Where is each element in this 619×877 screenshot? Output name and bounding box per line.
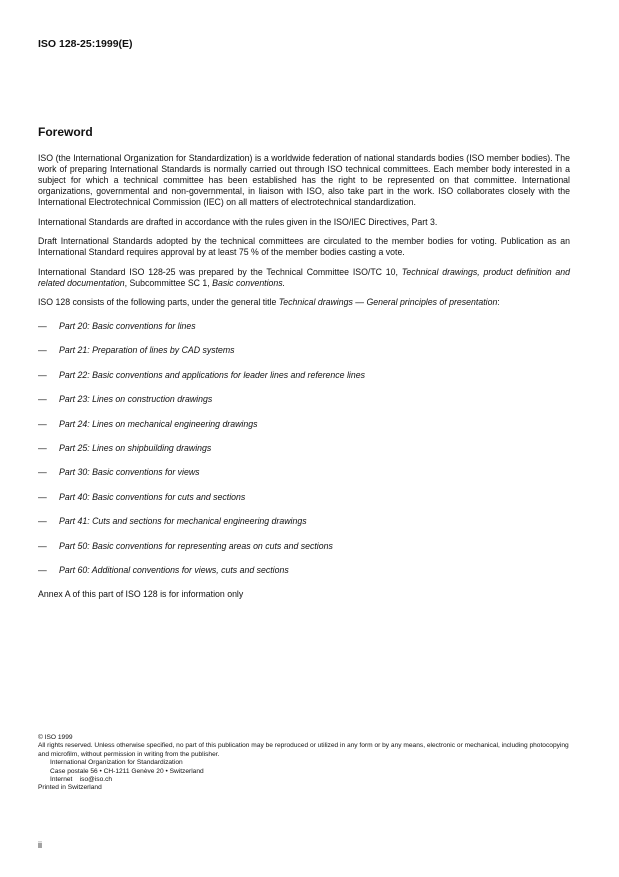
list-item <box>38 492 570 516</box>
text-segment: International Standard ISO 128-25 was prepared by the Technical Committee ISO/TC 10, <box>38 266 402 277</box>
part-title: Part 24: Lines on mechanical engineering drawings <box>59 418 258 429</box>
part-title: Part 41: Cuts and sections for mechanical engineering drawings <box>59 516 307 527</box>
text-segment: , Subcommittee SC 1, <box>124 277 213 288</box>
parts-list <box>38 321 570 589</box>
dash-bullet: — <box>38 345 47 356</box>
dash-bullet: — <box>38 442 47 453</box>
list-item <box>38 443 570 467</box>
dash-bullet: — <box>38 369 47 380</box>
dash-bullet: — <box>38 467 47 478</box>
dash-bullet: — <box>38 564 47 575</box>
list-item <box>38 321 570 345</box>
org-name: International Organization for Standardization <box>50 759 183 767</box>
paragraph-parts-intro <box>38 297 570 308</box>
list-item <box>38 394 570 418</box>
list-item <box>38 467 570 491</box>
part-title: Part 25: Lines on shipbuilding drawings <box>59 442 212 453</box>
paragraph-directives: International Standards are drafted in accordance with the rules given in the ISO/IEC Directives, Part 3. <box>38 216 438 227</box>
text-segment: : <box>497 297 500 307</box>
dash-bullet: — <box>38 394 47 405</box>
paragraph-drafts: Draft International Standards adopted by the technical committees are circulated to the member bodies for voting. Publication as an International Standard requires approval by at least 75 % of the member bodies casting a vote. <box>38 236 570 257</box>
part-title: Part 20: Basic conventions for lines <box>59 321 196 331</box>
annex-note: Annex A of this part of ISO 128 is for information only <box>38 589 244 600</box>
page-title: Foreword <box>38 125 93 139</box>
copyright-footer <box>38 734 578 793</box>
part-title: Part 23: Lines on construction drawings <box>59 394 213 405</box>
list-item <box>38 370 570 394</box>
rights-statement: All rights reserved. Unless otherwise specified, no part of this publication may be reproduced or utilized in any form or by any means, electronic or mechanical, including photocopying and microfilm, without permission in writing from the publisher. <box>38 742 569 758</box>
list-item <box>38 516 570 540</box>
part-title: Part 30: Basic conventions for views <box>59 467 200 478</box>
dash-bullet: — <box>38 418 47 429</box>
copyright-line: © ISO 1999 <box>38 734 73 741</box>
list-item <box>38 541 570 565</box>
foreword-body <box>38 153 570 609</box>
committee-title: Technical drawings, product definition and related documentation <box>38 266 570 288</box>
page-number: ii <box>38 840 42 850</box>
part-title: Part 50: Basic conventions for representing areas on cuts and sections <box>59 540 333 551</box>
dash-bullet: — <box>38 491 47 502</box>
list-item <box>38 419 570 443</box>
part-title: Part 22: Basic conventions and applications for leader lines and reference lines <box>59 369 365 380</box>
internet-email: iso@iso.ch <box>79 776 113 784</box>
list-item <box>38 565 570 589</box>
org-address: Case postale 56 • CH-1211 Genève 20 • Switzerland <box>50 767 204 775</box>
dash-bullet: — <box>38 540 47 551</box>
paragraph-iso-intro: ISO (the International Organization for Standardization) is a worldwide federation of national standards bodies (ISO member bodies). The work of preparing International Standards is normally carried out through ISO technical committees. Each member body interested in a subject for which a technical committee has been established has the right to be represented on that committee. International organizations, governmental and non-governmental, in liaison with ISO, also take part in the work. ISO collaborates closely with the International Electrotechnical Commission (IEC) on all matters of electrotechnical standardization. <box>38 153 570 207</box>
dash-bullet: — <box>38 321 47 331</box>
paragraph-preparation <box>38 267 570 289</box>
part-title: Part 40: Basic conventions for cuts and sections <box>59 491 246 502</box>
dash-bullet: — <box>38 516 47 527</box>
subcommittee-title: Basic conventions. <box>212 277 286 288</box>
general-title: Technical drawings — General principles of presentation <box>278 297 498 307</box>
part-title: Part 21: Preparation of lines by CAD systems <box>59 345 235 356</box>
text-segment: ISO 128 consists of the following parts, under the general title <box>38 297 279 307</box>
internet-label: Internet <box>50 776 73 784</box>
internet-line <box>38 776 578 784</box>
part-title: Part 60: Additional conventions for views, cuts and sections <box>59 564 289 575</box>
list-item <box>38 345 570 369</box>
printed-line: Printed in Switzerland <box>38 784 102 792</box>
document-id-header: ISO 128-25:1999(E) <box>38 38 133 50</box>
